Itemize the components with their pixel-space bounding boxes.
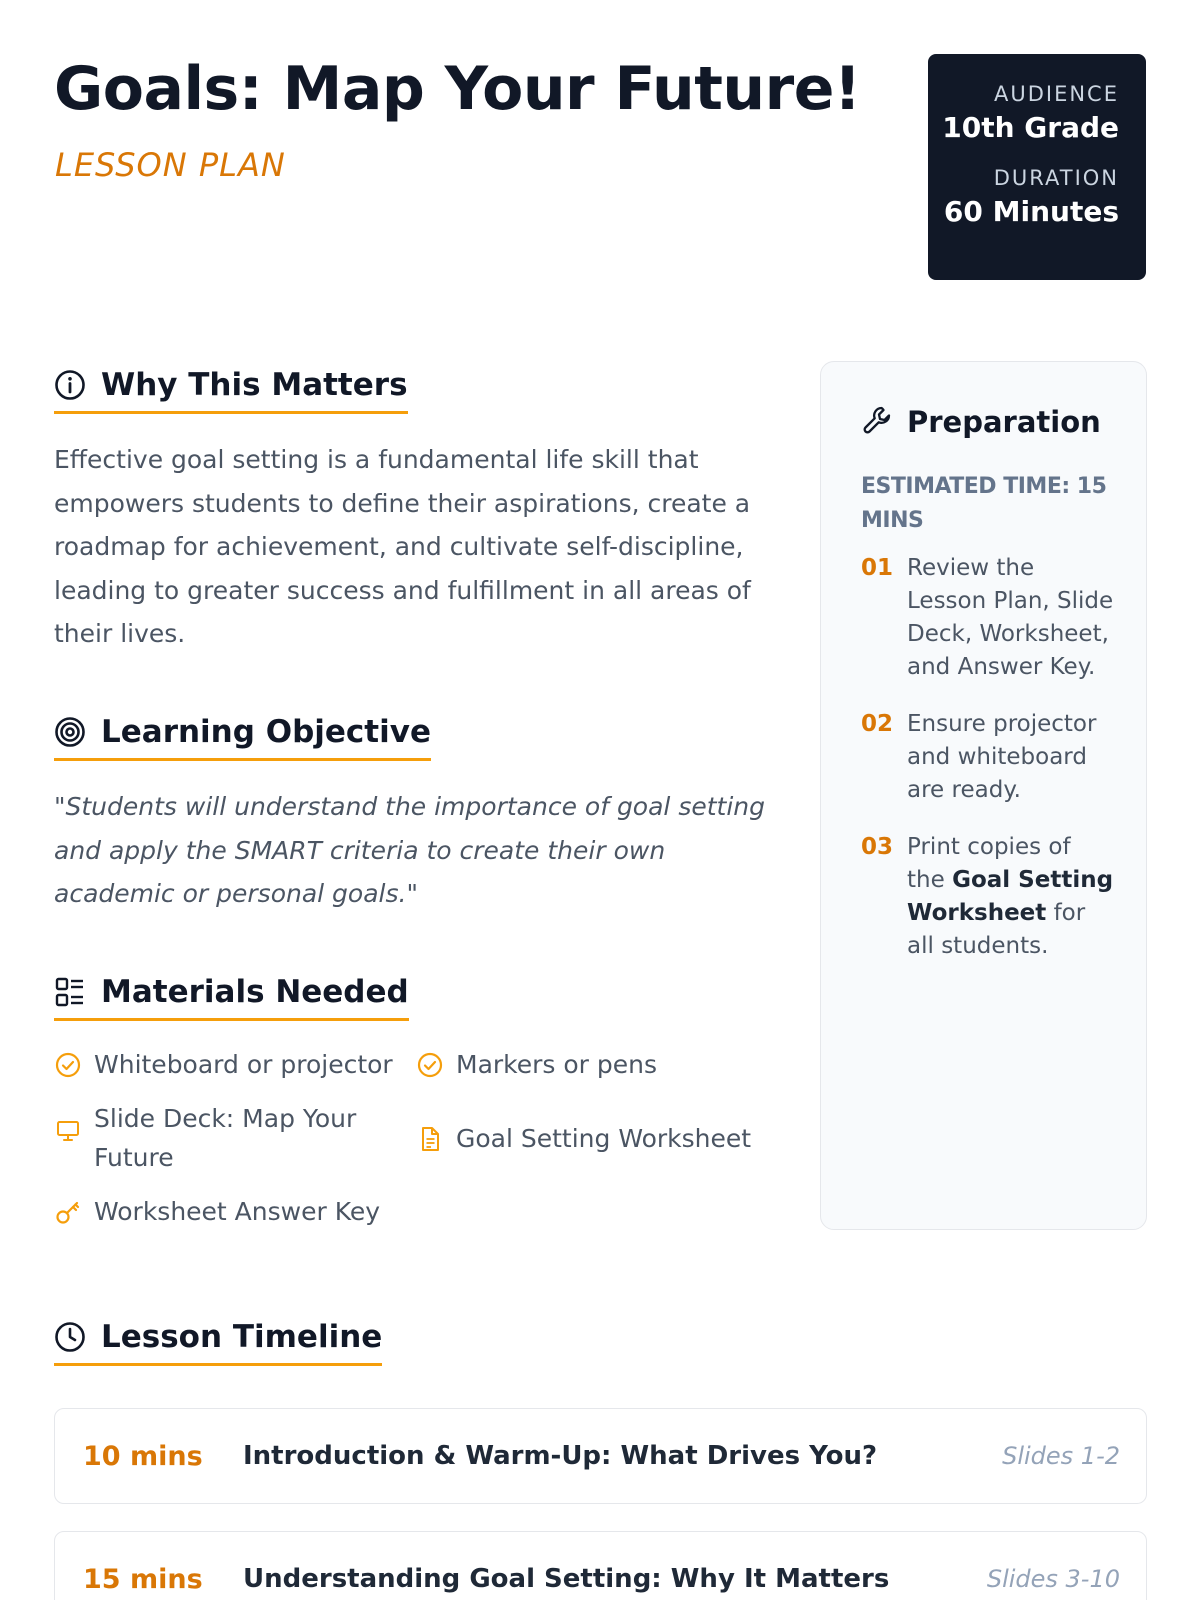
clock-icon — [54, 1321, 86, 1353]
timeline-duration: 15 mins — [83, 1563, 203, 1595]
timeline-slides: Slides 1-2 — [1002, 1442, 1120, 1470]
why-text: Effective goal setting is a fundamental life skill that empowers students to define their aspirations, create a roadmap for achievement, and cultivate self-discipline, leading to greater success and fulfillment in all areas of their lives. — [54, 445, 751, 648]
page-title: Goals: Map Your Future! — [54, 54, 861, 124]
duration-value: 60 Minutes — [943, 195, 1119, 228]
material-label: Markers or pens — [456, 1050, 658, 1079]
preparation-step — [861, 552, 1122, 684]
info-icon — [54, 369, 86, 401]
step-text: Ensure projector and whiteboard are ready. — [907, 711, 1097, 803]
check-circle-icon — [416, 1045, 444, 1084]
material-item-worksheet — [416, 1119, 786, 1158]
why-section-title: Why This Matters — [101, 367, 408, 403]
objective-quote: "Students will understand the importance of goal setting and apply the SMART criteria to create their own academic or personal goals." — [54, 792, 765, 908]
page-subtitle: LESSON PLAN — [55, 146, 286, 184]
key-icon — [54, 1192, 82, 1231]
target-icon — [54, 716, 86, 748]
step-number: 01 — [861, 555, 894, 581]
step-text: Review the Lesson Plan, Slide Deck, Worksheet, and Answer Key. — [907, 555, 1114, 680]
lesson-meta-box — [928, 54, 1146, 280]
material-label: Slide Deck: Map Your Future — [94, 1104, 357, 1172]
timeline-row[interactable] — [54, 1531, 1147, 1600]
preparation-card — [820, 361, 1147, 1230]
preparation-step — [861, 708, 1122, 807]
why-section-heading — [54, 367, 408, 414]
timeline-duration: 10 mins — [83, 1440, 203, 1472]
material-item-whiteboard — [54, 1045, 404, 1084]
audience-value: 10th Grade — [942, 111, 1119, 144]
audience-label: AUDIENCE — [993, 82, 1119, 106]
material-item-answer-key — [54, 1192, 414, 1231]
timeline-section-title: Lesson Timeline — [101, 1319, 383, 1355]
monitor-icon — [54, 1119, 82, 1143]
wrench-icon — [861, 404, 893, 440]
document-icon — [416, 1119, 444, 1158]
timeline-section-heading — [54, 1319, 382, 1366]
material-item-markers — [416, 1045, 776, 1084]
preparation-time: ESTIMATED TIME: 15 MINS — [861, 474, 1107, 533]
preparation-heading — [861, 404, 1122, 440]
duration-label: DURATION — [993, 166, 1119, 190]
timeline-slides: Slides 3-10 — [986, 1565, 1120, 1593]
timeline-row[interactable] — [54, 1408, 1147, 1504]
check-circle-icon — [54, 1045, 82, 1084]
timeline-activity: Introduction & Warm-Up: What Drives You? — [243, 1441, 878, 1471]
material-label: Worksheet Answer Key — [94, 1197, 381, 1226]
material-label: Whiteboard or projector — [94, 1050, 393, 1079]
materials-section-heading — [54, 974, 409, 1021]
worksheet-emphasis: Goal Setting Worksheet — [907, 867, 1114, 926]
materials-section-title: Materials Needed — [101, 974, 409, 1010]
timeline-activity: Understanding Goal Setting: Why It Matters — [243, 1564, 890, 1594]
preparation-list — [861, 552, 1122, 963]
material-item-slide-deck — [54, 1099, 374, 1177]
step-number: 03 — [861, 834, 894, 860]
list-icon — [54, 976, 86, 1008]
preparation-title: Preparation — [907, 405, 1101, 439]
step-text: Print copies of the Goal Setting Worksheet for all students. — [907, 834, 1114, 959]
objective-section-title: Learning Objective — [101, 714, 431, 750]
step-number: 02 — [861, 711, 894, 737]
material-label: Goal Setting Worksheet — [456, 1124, 752, 1153]
objective-section-heading — [54, 714, 431, 761]
preparation-step — [861, 831, 1122, 963]
